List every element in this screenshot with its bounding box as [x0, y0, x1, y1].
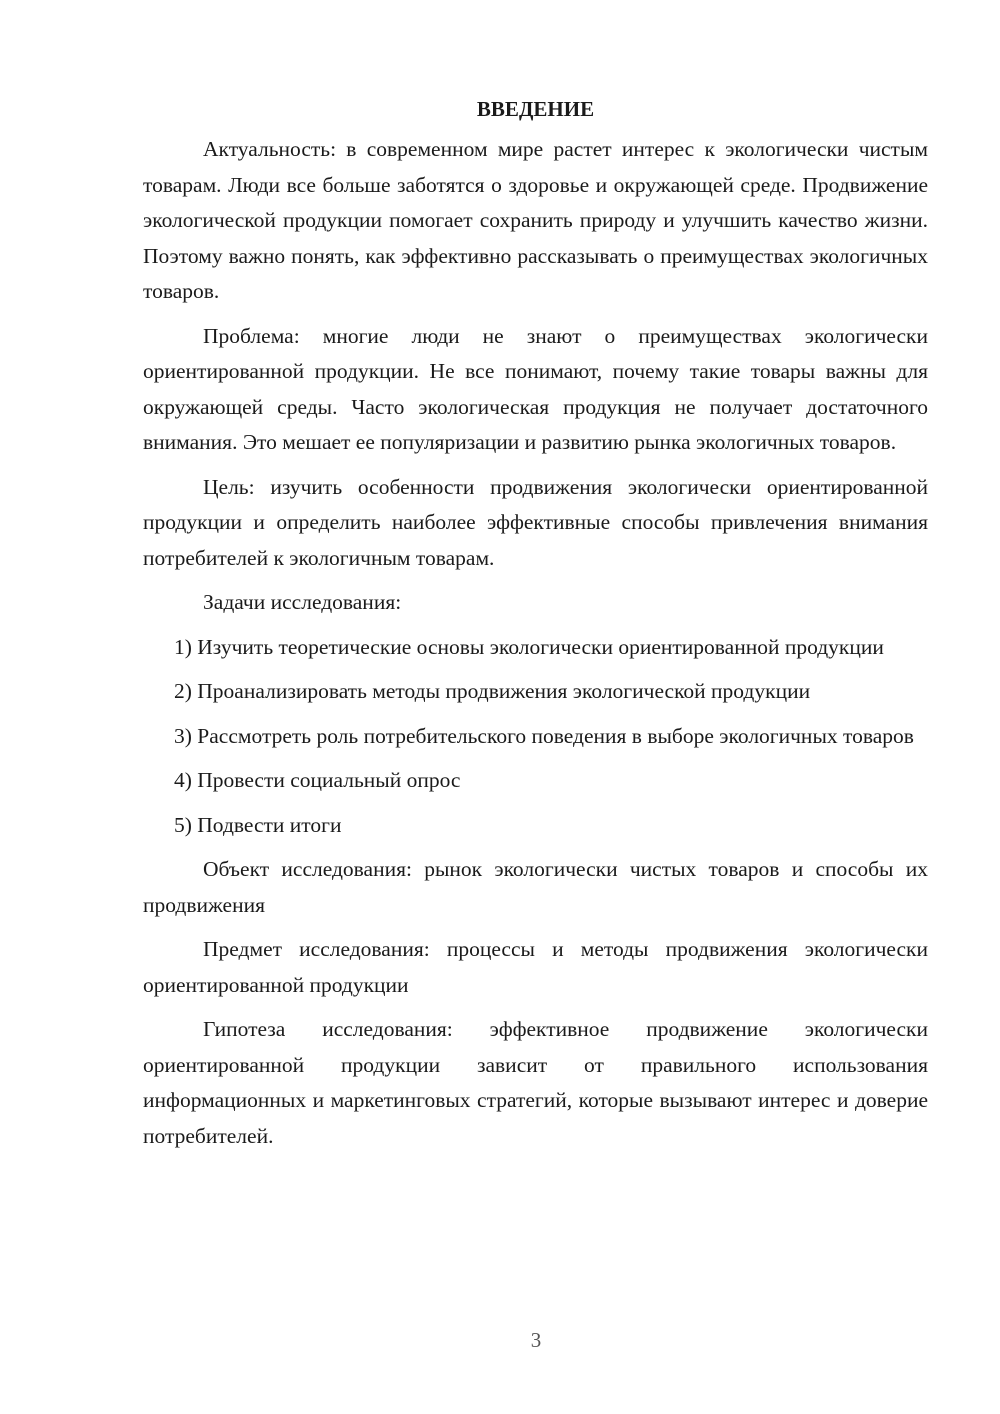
subject-paragraph: Предмет исследования: процессы и методы продвижения экологически ориентированной продукции [143, 937, 928, 997]
document-body [143, 92, 928, 1163]
hypothesis-paragraph: Гипотеза исследования: эффективное продвижение экологически ориентированной продукции зависит от правильного использования информационных и маркетинговых стратегий, которые вызывают интерес и доверие потребителей. [143, 1017, 928, 1148]
list-item: 2) Проанализировать методы продвижения экологической продукции [174, 679, 811, 703]
goal-paragraph: Цель: изучить особенности продвижения экологически ориентированной продукции и определить наиболее эффективные способы привлечения внимания потребителей к экологичным товарам. [143, 474, 928, 570]
tasks-heading: Задачи исследования: [203, 590, 402, 614]
page-number: 3 [530, 1328, 542, 1352]
problem-paragraph: Проблема: многие люди не знают о преимуществах экологически ориентированной продукции. Не все понимают, почему такие товары важны для окружающей среды. Часто экологическая продукция не получает достаточного внимания. Это мешает ее популяризации и развитию рынка экологичных товаров. [143, 323, 928, 454]
relevance-paragraph: Актуальность: в современном мире растет интерес к экологически чистым товарам. Люди все больше заботятся о здоровье и окружающей среде. Продвижение экологической продукции помогает сохранить природу и улучшить качество жизни. Поэтому важно понять, как эффективно рассказывать о преимуществах экологичных товаров. [143, 137, 928, 303]
list-item: 5) Подвести итоги [174, 812, 342, 837]
page-title: ВВЕДЕНИЕ [476, 97, 595, 121]
list-item: 4) Провести социальный опрос [174, 768, 461, 792]
tasks-list [143, 630, 928, 844]
list-item: 3) Рассмотреть роль потребительского поведения в выборе экологичных товаров [174, 723, 914, 748]
object-paragraph: Объект исследования: рынок экологически чистых товаров и способы их продвижения [143, 857, 928, 917]
list-item: 1) Изучить теоретические основы экологически ориентированной продукции [174, 634, 884, 659]
